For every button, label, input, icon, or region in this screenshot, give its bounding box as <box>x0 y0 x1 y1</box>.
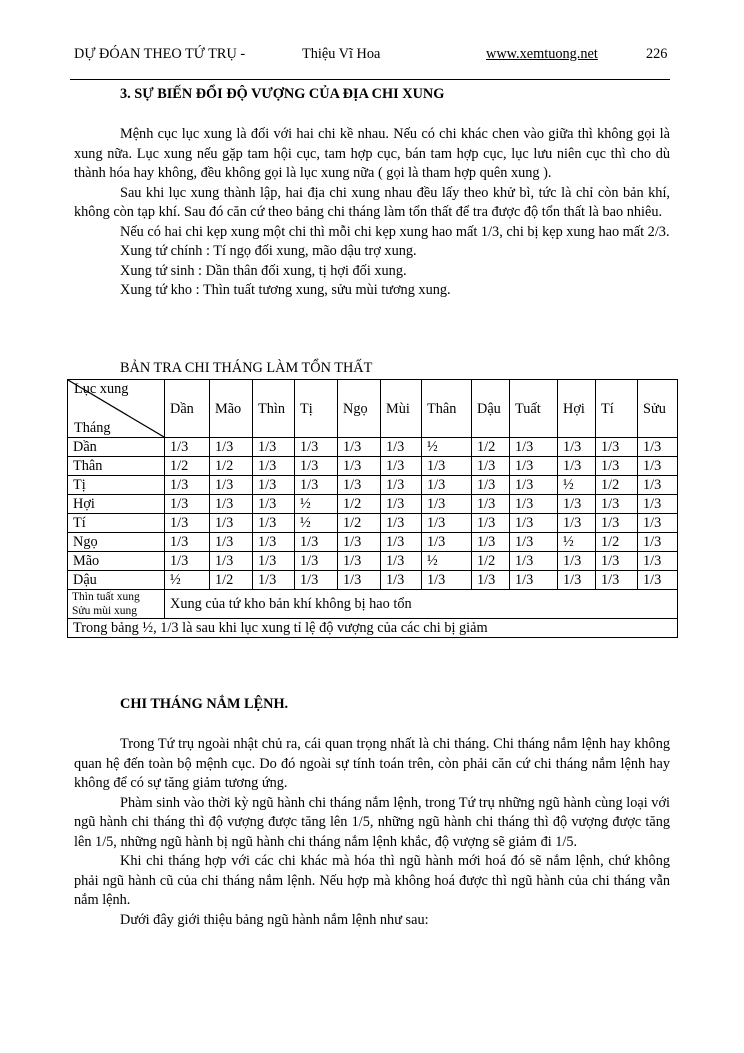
table-cell: 1/3 <box>596 552 638 571</box>
table-cell: ½ <box>558 476 596 495</box>
row-label-thang: Dậu <box>68 571 165 590</box>
table-cell: ½ <box>165 571 210 590</box>
table-cell: 1/3 <box>165 514 210 533</box>
paragraph: Nếu có hai chi kẹp xung một chi thì mỗi chi kẹp xung hao mất 1/3, chi bị kẹp xung hao mất 2/3. <box>120 223 670 240</box>
table-cell: 1/3 <box>638 533 678 552</box>
table-cell: 1/3 <box>422 476 472 495</box>
header-divider <box>70 79 670 80</box>
corner-label-thang: Tháng <box>74 420 111 436</box>
table-body <box>68 438 678 590</box>
table-cell: 1/3 <box>472 495 510 514</box>
column-header: Tuất <box>510 380 558 438</box>
column-header: Sửu <box>638 380 678 438</box>
row-label-thang: Mão <box>68 552 165 571</box>
special-label-line: Sửu mùi xung <box>72 605 138 617</box>
table-row <box>68 552 678 571</box>
table-row <box>68 457 678 476</box>
table-cell: 1/3 <box>422 533 472 552</box>
table-cell: 1/2 <box>165 457 210 476</box>
table-cell: 1/2 <box>338 495 381 514</box>
footnote-row <box>68 619 678 638</box>
table-cell: 1/3 <box>210 533 253 552</box>
table-cell: 1/3 <box>165 438 210 457</box>
table-cell: 1/3 <box>510 476 558 495</box>
column-header: Thìn <box>253 380 295 438</box>
table-cell: 1/3 <box>558 495 596 514</box>
table-cell: 1/3 <box>510 552 558 571</box>
table-cell: ½ <box>422 438 472 457</box>
table-cell: 1/3 <box>165 533 210 552</box>
table-cell: 1/3 <box>381 438 422 457</box>
table-cell: 1/2 <box>596 533 638 552</box>
table-cell: 1/3 <box>338 457 381 476</box>
table-caption: BẢN TRA CHI THÁNG LÀM TỔN THẤT <box>120 360 373 376</box>
table-cell: 1/3 <box>558 571 596 590</box>
table-cell: 1/3 <box>210 514 253 533</box>
book-title: DỰ ĐÓAN THEO TỨ TRỤ - <box>74 46 246 62</box>
table-cell: 1/3 <box>596 457 638 476</box>
table-cell: 1/2 <box>472 552 510 571</box>
table-row <box>68 571 678 590</box>
table-cell: ½ <box>295 495 338 514</box>
table-cell: 1/3 <box>638 438 678 457</box>
table-cell: 1/3 <box>510 457 558 476</box>
table-cell: 1/3 <box>422 495 472 514</box>
table-cell: 1/3 <box>253 438 295 457</box>
table-cell: 1/3 <box>381 571 422 590</box>
row-label-thang: Hợi <box>68 495 165 514</box>
table-cell: 1/3 <box>338 476 381 495</box>
corner-header-cell <box>68 380 165 438</box>
column-header: Tị <box>295 380 338 438</box>
column-header: Dậu <box>472 380 510 438</box>
table-cell: 1/3 <box>638 514 678 533</box>
page-number: 226 <box>646 46 668 62</box>
table-cell: 1/3 <box>558 552 596 571</box>
paragraph: Khi chi tháng hợp với các chi khác mà hóa thì ngũ hành mới hoá đó sẽ nắm lệnh, chứ không phải ngũ hành cũ của chi tháng nắm lệnh. Nếu hợp mà không hoá được thì ngũ hành của chi tháng vẫn nắm lệnh. <box>74 853 670 908</box>
paragraph: Mệnh cục lục xung là đối với hai chi kề nhau. Nếu có chi khác chen vào giữa thì không gọi là xung nữa. Lục xung nếu gặp tam hội cục, tam hợp cục, bán tam hợp cục, lục lưu niên cục thì cho dù thành hóa hay không, đều không gọi là lục xung nữa ( gọi là tham hợp quên xung ). <box>74 126 670 181</box>
table-cell: 1/3 <box>295 457 338 476</box>
table-cell: ½ <box>295 514 338 533</box>
table-cell: 1/3 <box>253 457 295 476</box>
xung-line: Xung tứ sinh : Dần thân đối xung, tị hợi đối xung. <box>120 262 407 279</box>
table-cell: 1/3 <box>338 552 381 571</box>
table-cell: 1/3 <box>381 457 422 476</box>
table-cell: 1/3 <box>510 533 558 552</box>
table-cell: 1/3 <box>253 476 295 495</box>
table-cell: 1/3 <box>295 552 338 571</box>
table-cell: 1/3 <box>253 552 295 571</box>
column-header: Mão <box>210 380 253 438</box>
table-cell: 1/3 <box>381 552 422 571</box>
table-cell: 1/2 <box>596 476 638 495</box>
table-cell: 1/3 <box>422 514 472 533</box>
table-cell: 1/3 <box>253 571 295 590</box>
column-header: Hợi <box>558 380 596 438</box>
table-cell: 1/3 <box>558 457 596 476</box>
table-cell: 1/3 <box>295 476 338 495</box>
table-cell: 1/3 <box>472 533 510 552</box>
website-link[interactable]: www.xemtuong.net <box>486 46 598 62</box>
row-label-thang: Tị <box>68 476 165 495</box>
table-row <box>68 476 678 495</box>
table-cell: 1/3 <box>381 514 422 533</box>
table-cell: 1/3 <box>596 495 638 514</box>
table-cell: 1/3 <box>472 476 510 495</box>
section-heading-bien-doi: 3. SỰ BIẾN ĐỔI ĐỘ VƯỢNG CỦA ĐỊA CHI XUNG <box>120 86 445 102</box>
row-label-thang: Tí <box>68 514 165 533</box>
table-cell: 1/3 <box>638 571 678 590</box>
section2-body <box>74 735 670 930</box>
table-cell: 1/3 <box>638 552 678 571</box>
table-cell: 1/3 <box>472 514 510 533</box>
table-cell: 1/3 <box>472 571 510 590</box>
table-cell: 1/3 <box>165 552 210 571</box>
table-cell: 1/3 <box>422 571 472 590</box>
table-cell: 1/3 <box>472 457 510 476</box>
table-cell: 1/3 <box>165 476 210 495</box>
table-cell: 1/3 <box>596 438 638 457</box>
table-cell: 1/3 <box>295 438 338 457</box>
column-header: Tí <box>596 380 638 438</box>
table-cell: 1/3 <box>558 514 596 533</box>
table-cell: 1/2 <box>210 457 253 476</box>
special-row-tu-kho <box>68 590 678 619</box>
table-cell: 1/3 <box>253 533 295 552</box>
table-cell: 1/3 <box>596 514 638 533</box>
section-heading-chi-thang: CHI THÁNG NẮM LỆNH. <box>120 696 289 712</box>
table-row <box>68 495 678 514</box>
special-row-text: Xung của tứ kho bản khí không bị hao tổn <box>165 590 678 619</box>
paragraph: Sau khi lục xung thành lập, hai địa chi xung nhau đều lấy theo khử bì, tức là chỉ còn bản khí, không còn tạp khí. Sau đó căn cứ theo bảng chi tháng làm tổn thất để tra được độ tổn thất là bao nhiêu. <box>74 184 670 220</box>
corner-label-luc-xung: Lục xung <box>74 381 129 397</box>
table-cell: ½ <box>422 552 472 571</box>
table-cell: 1/3 <box>510 571 558 590</box>
row-label-thang: Dần <box>68 438 165 457</box>
table-cell: 1/3 <box>381 533 422 552</box>
table-cell: 1/3 <box>295 571 338 590</box>
table-cell: 1/3 <box>510 495 558 514</box>
table-header-row <box>68 380 678 438</box>
special-row-label <box>68 590 165 619</box>
column-header: Thân <box>422 380 472 438</box>
table-cell: 1/3 <box>210 495 253 514</box>
table-cell: 1/3 <box>596 571 638 590</box>
section1-body <box>74 125 670 301</box>
table-cell: 1/2 <box>210 571 253 590</box>
table-cell: 1/3 <box>638 457 678 476</box>
xung-line: Xung tứ chính : Tí ngọ đối xung, mão dậu trợ xung. <box>120 243 417 259</box>
row-label-thang: Thân <box>68 457 165 476</box>
column-header: Mùi <box>381 380 422 438</box>
paragraph: Phàm sinh vào thời kỳ ngũ hành chi tháng nắm lệnh, trong Tứ trụ những ngũ hành cùng loại với ngũ hành chi tháng thì độ vượng được tăng lên 1/5, những ngũ hành chi tháng thì độ vượng được tăng lên 1/5, những ngũ hành bị ngũ hành chi tháng nắm lệnh khắc, độ vượng sẽ giảm đi 1/5. <box>74 794 670 850</box>
table-row <box>68 533 678 552</box>
table-cell: 1/3 <box>381 476 422 495</box>
table-cell: 1/3 <box>165 495 210 514</box>
table-cell: 1/3 <box>381 495 422 514</box>
paragraph: Dưới đây giới thiệu bảng ngũ hành nắm lệnh như sau: <box>120 911 429 928</box>
table-cell: 1/3 <box>638 495 678 514</box>
table-cell: 1/3 <box>210 438 253 457</box>
table-cell: 1/3 <box>210 476 253 495</box>
chi-thang-ton-that-table <box>67 379 678 638</box>
page-header <box>74 46 674 66</box>
table-cell: 1/3 <box>295 533 338 552</box>
table-cell: 1/3 <box>422 457 472 476</box>
table-row <box>68 438 678 457</box>
table-cell: ½ <box>558 533 596 552</box>
author-name: Thiệu Vĩ Hoa <box>302 46 381 62</box>
table-cell: 1/3 <box>210 552 253 571</box>
table-cell: 1/2 <box>338 514 381 533</box>
table-cell: 1/3 <box>338 438 381 457</box>
column-header: Dần <box>165 380 210 438</box>
table-cell: 1/3 <box>253 514 295 533</box>
table-cell: 1/3 <box>253 495 295 514</box>
table-cell: 1/3 <box>510 438 558 457</box>
special-label-line: Thìn tuất xung <box>72 591 140 603</box>
table-cell: 1/3 <box>338 533 381 552</box>
table-row <box>68 514 678 533</box>
table-cell: 1/3 <box>638 476 678 495</box>
xung-line: Xung tứ kho : Thìn tuất tương xung, sửu mùi tương xung. <box>120 282 451 298</box>
column-header: Ngọ <box>338 380 381 438</box>
table-footnote: Trong bảng ½, 1/3 là sau khi lục xung tỉ lệ độ vượng của các chi bị giảm <box>68 619 678 638</box>
table-cell: 1/3 <box>510 514 558 533</box>
paragraph: Trong Tứ trụ ngoài nhật chủ ra, cái quan trọng nhất là chi tháng. Chi tháng nắm lệnh hay không quan hệ đến toàn bộ mệnh cục. Do đó ngoài sự tính toán trên, còn phải căn cứ chi tháng nắm lệnh hay không để có sự tăng giảm tương ứng. <box>74 736 670 791</box>
table-cell: 1/2 <box>472 438 510 457</box>
table-cell: 1/3 <box>558 438 596 457</box>
table-cell: 1/3 <box>338 571 381 590</box>
row-label-thang: Ngọ <box>68 533 165 552</box>
